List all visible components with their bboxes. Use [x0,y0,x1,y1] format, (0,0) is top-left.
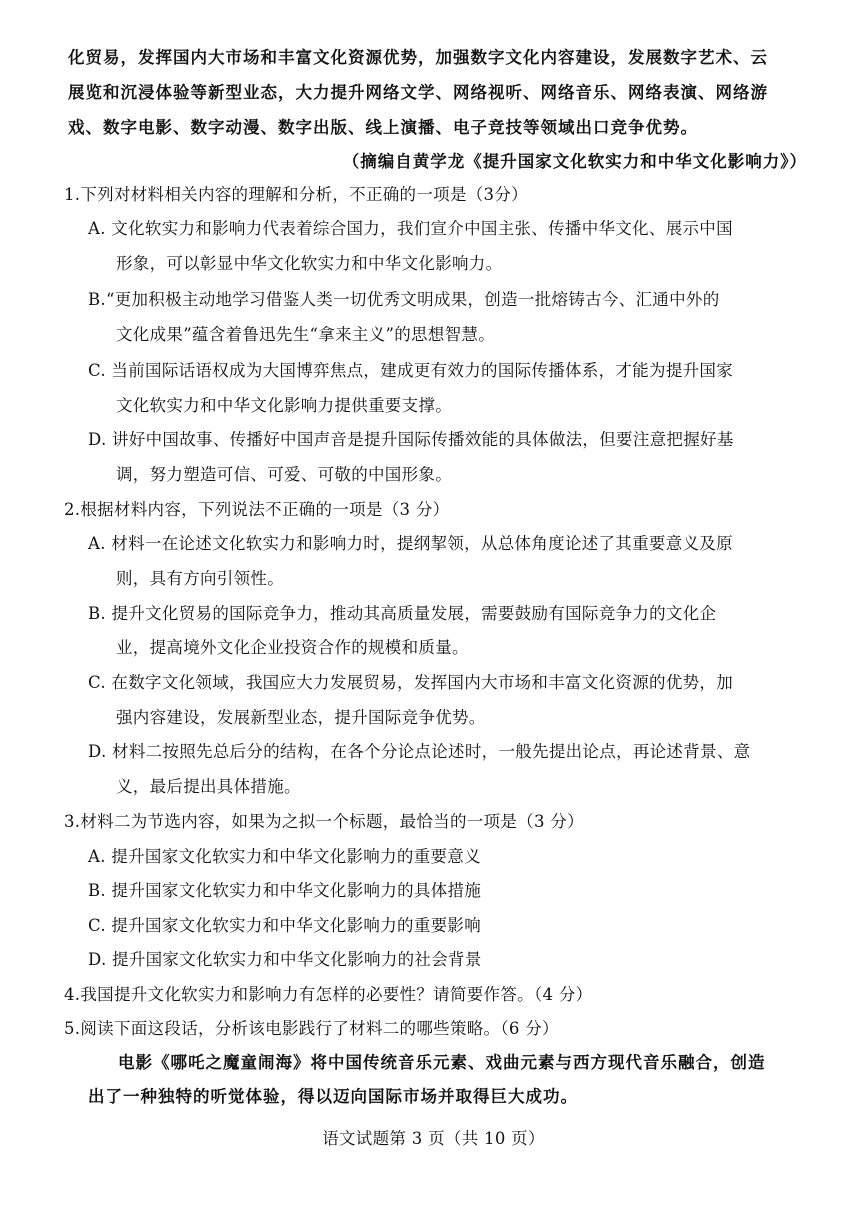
q3-option-b: B. 提升国家文化软实力和中华文化影响力的具体措施 [88,881,482,900]
q1-option-c-2: 文化软实力和中华文化影响力提供重要支撑。 [116,396,452,415]
q3-option-d: D. 提升国家文化软实力和中华文化影响力的社会背景 [88,950,482,969]
q2-option-b-1: B. 提升文化贸易的国际竞争力，推动其高质量发展，需要鼓励有国际竞争力的文化企 [88,604,717,623]
q1-option-a-2: 形象，可以彰显中华文化软实力和中华文化影响力。 [116,254,503,273]
q4-stem: 4.我国提升文化软实力和影响力有怎样的必要性？请简要作答。（4 分） [64,985,593,1004]
intro-line-3: 戏、数字电影、数字动漫、数字出版、线上演播、电子竞技等领域出口竞争优势。 [68,118,698,137]
source-citation: （摘编自黄学龙《提升国家文化软实力和中华文化影响力》） [342,152,807,171]
q2-option-c-1: C. 在数字文化领域，我国应大力发展贸易，发挥国内大市场和丰富文化资源的优势，加 [88,673,734,692]
q1-option-c-1: C. 当前国际话语权成为大国博弈焦点，建成更有效力的国际传播体系，才能为提升国家 [88,361,734,380]
q5-passage-line-2: 出了一种独特的听觉体验，得以迈向国际市场并取得巨大成功。 [88,1087,578,1106]
q2-option-a-1: A. 材料一在论述文化软实力和影响力时，提纲挈领，从总体角度论述了其重要意义及原 [88,534,733,553]
q5-passage-line-1: 电影《哪吒之魔童闹海》将中国传统音乐元素、戏曲元素与西方现代音乐融合，创造 [118,1053,766,1072]
q2-option-c-2: 强内容建设，发展新型业态，提升国际竞争优势。 [116,708,486,727]
intro-line-1: 化贸易，发挥国内大市场和丰富文化资源优势，加强数字文化内容建设，发展数字艺术、云 [68,48,768,67]
q1-option-a-1: A. 文化软实力和影响力代表着综合国力，我们宣介中国主张、传播中华文化、展示中国 [88,219,733,238]
q2-option-b-2: 业，提高境外文化企业投资合作的规模和质量。 [116,638,469,657]
q1-option-d-1: D. 讲好中国故事、传播好中国声音是提升国际传播效能的具体做法，但要注意把握好基 [88,430,734,449]
q1-option-d-2: 调，努力塑造可信、可爱、可敬的中国形象。 [116,465,452,484]
q3-option-c: C. 提升国家文化软实力和中华文化影响力的重要影响 [88,916,482,935]
q5-stem: 5.阅读下面这段话，分析该电影践行了材料二的哪些策略。（6 分） [64,1019,559,1038]
q3-option-a: A. 提升国家文化软实力和中华文化影响力的重要意义 [88,847,481,866]
q2-option-a-2: 则，具有方向引领性。 [116,569,284,588]
intro-line-2: 展览和沉浸体验等新型业态，大力提升网络文学、网络视听、网络音乐、网络表演、网络游 [68,83,768,102]
q1-option-b-2: 文化成果”蕴含着鲁迅先生“拿来主义”的思想智慧。 [116,325,496,344]
q2-option-d-1: D. 材料二按照先总后分的结构，在各个分论点论述时，一般先提出论点，再论述背景、意 [88,742,751,761]
page-footer: 语文试题第 3 页（共 10 页） [322,1129,545,1148]
q3-stem: 3.材料二为节选内容，如果为之拟一个标题，最恰当的一项是（3 分） [64,812,584,831]
q2-stem: 2.根据材料内容，下列说法不正确的一项是（3 分） [64,500,450,519]
q1-option-b-1: B.“更加积极主动地学习借鉴人类一切优秀文明成果，创造一批熔铸古今、汇通中外的 [88,290,720,309]
q2-option-d-2: 义，最后提出具体措施。 [116,777,301,796]
q1-stem: 1.下列对材料相关内容的理解和分析，不正确的一项是（3分） [64,185,528,204]
